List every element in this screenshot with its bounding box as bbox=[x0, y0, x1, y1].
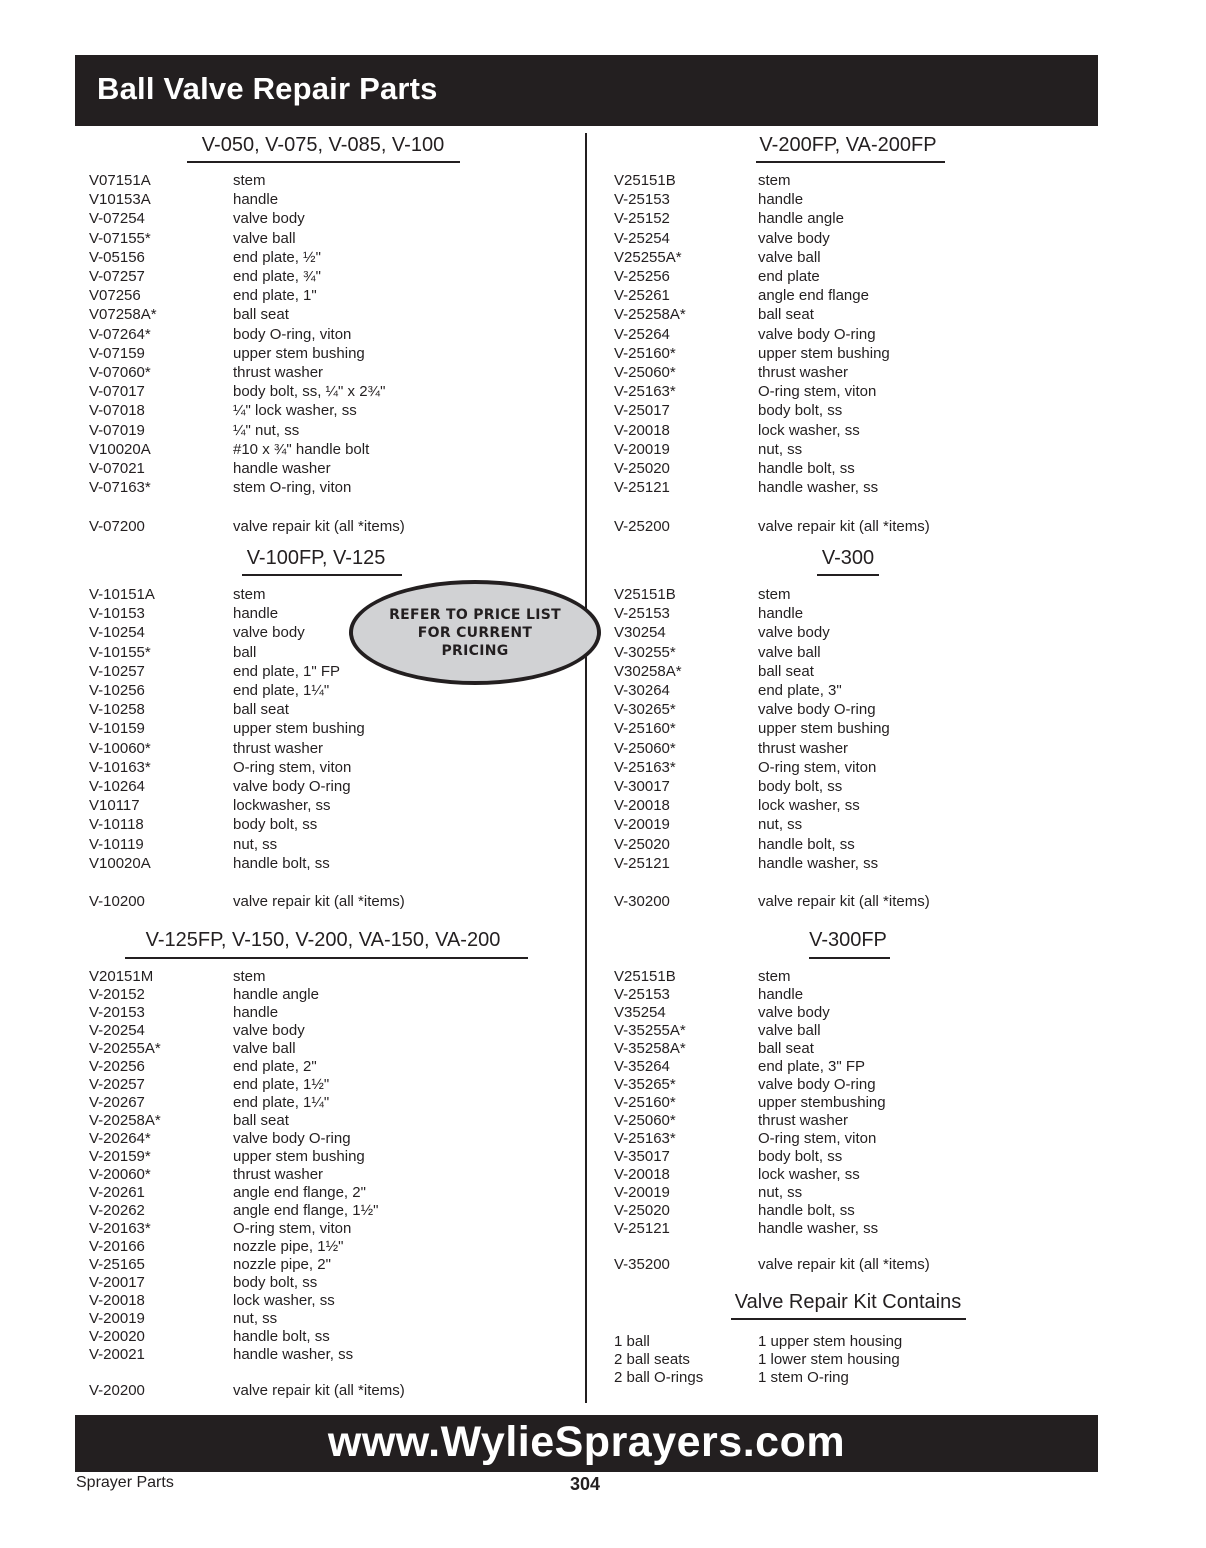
part-number: V-20019 bbox=[614, 1184, 670, 1201]
part-description: handle bbox=[758, 191, 804, 209]
part-number: V-35017 bbox=[614, 1148, 670, 1165]
part-description: valve ball bbox=[758, 643, 821, 661]
part-description: valve body bbox=[758, 624, 830, 642]
part-number: V-25121 bbox=[614, 854, 670, 872]
section-title-v-050-v-075-v-085-v-100: V-050, V-075, V-085, V-100 bbox=[201, 134, 445, 156]
part-number: V-07018 bbox=[89, 402, 145, 420]
part-number: V-20152 bbox=[89, 986, 145, 1003]
kit-part-number: V-35200 bbox=[614, 1256, 670, 1273]
part-description: #10 x ¾" handle bolt bbox=[233, 440, 370, 458]
part-description: handle bbox=[233, 191, 279, 209]
part-description: handle bolt, ss bbox=[233, 1328, 330, 1345]
website-url[interactable]: www.WylieSprayers.com bbox=[327, 1418, 846, 1466]
part-description: end plate bbox=[758, 268, 820, 285]
part-description: valve body bbox=[758, 1004, 830, 1021]
part-description: lockwasher, ss bbox=[233, 797, 331, 815]
part-description: upper stem bushing bbox=[233, 344, 365, 362]
part-description: handle bbox=[758, 605, 804, 623]
part-number: V-07254 bbox=[89, 210, 145, 228]
part-number: V-25060* bbox=[614, 364, 676, 381]
part-description: thrust washer bbox=[233, 739, 324, 757]
part-description: thrust washer bbox=[758, 739, 849, 757]
kit-item-right: 1 lower stem housing bbox=[758, 1351, 900, 1368]
part-number: V-25153 bbox=[614, 605, 670, 623]
part-description: valve body O-ring bbox=[758, 701, 876, 719]
part-description: lock washer, ss bbox=[758, 1166, 860, 1183]
section-title-v-300fp: V-300FP bbox=[809, 929, 887, 951]
part-number: V-25160* bbox=[614, 1094, 676, 1111]
part-description: handle bbox=[233, 605, 279, 623]
part-number: V-10119 bbox=[89, 835, 144, 853]
page-title: Ball Valve Repair Parts bbox=[97, 71, 438, 106]
part-number: V-20019 bbox=[89, 1310, 145, 1327]
kit-item-left: 1 ball bbox=[614, 1333, 650, 1350]
section-title-underline bbox=[809, 957, 890, 959]
part-number: V-20166 bbox=[89, 1238, 145, 1255]
part-description: ball seat bbox=[233, 306, 289, 324]
part-number: V30254 bbox=[614, 624, 666, 642]
part-description: handle bolt, ss bbox=[758, 1202, 855, 1219]
part-description: handle washer, ss bbox=[758, 854, 879, 872]
part-number: V-20163* bbox=[89, 1220, 151, 1237]
part-description: valve body O-ring bbox=[233, 778, 351, 795]
part-description: ¼" nut, ss bbox=[233, 421, 300, 439]
part-number: V-10155* bbox=[89, 643, 151, 661]
part-description: handle angle bbox=[233, 986, 319, 1003]
part-number: V-35265* bbox=[614, 1076, 676, 1093]
part-description: stem bbox=[233, 968, 266, 985]
part-number: V-20257 bbox=[89, 1076, 145, 1093]
part-number: V-10060* bbox=[89, 739, 151, 757]
part-description: O-ring stem, viton bbox=[233, 758, 352, 776]
kit-part-number: V-20200 bbox=[89, 1382, 145, 1399]
column-divider bbox=[585, 133, 587, 1403]
kit-description: valve repair kit (all *items) bbox=[233, 1382, 405, 1399]
part-description: handle bbox=[758, 986, 804, 1003]
part-number: V-10153 bbox=[89, 605, 145, 623]
part-number: V-25017 bbox=[614, 402, 670, 420]
price-notice-text: REFER TO PRICE LIST FOR CURRENT PRICING bbox=[389, 606, 561, 659]
part-number: V-07264* bbox=[89, 325, 151, 343]
part-number: V-30264 bbox=[614, 682, 670, 699]
part-description: valve body O-ring bbox=[758, 325, 876, 343]
price-notice-badge bbox=[349, 580, 601, 685]
part-number: V10020A bbox=[89, 440, 151, 458]
part-description: angle end flange, 2" bbox=[233, 1184, 366, 1201]
part-description: angle end flange bbox=[758, 287, 869, 305]
part-number: V-10264 bbox=[89, 778, 145, 795]
kit-part-number: V-30200 bbox=[614, 893, 670, 911]
part-number: V-25261 bbox=[614, 287, 670, 305]
part-number: V-35258A* bbox=[614, 1040, 686, 1057]
part-description: body bolt, ss bbox=[758, 1148, 843, 1165]
part-description: nut, ss bbox=[233, 835, 278, 853]
page-number: 304 bbox=[570, 1474, 601, 1494]
kit-description: valve repair kit (all *items) bbox=[758, 517, 930, 535]
part-number: V-07163* bbox=[89, 479, 151, 497]
kit-contents-title: Valve Repair Kit Contains bbox=[734, 1291, 962, 1313]
part-description: valve body O-ring bbox=[233, 1130, 351, 1147]
part-description: stem O-ring, viton bbox=[233, 479, 352, 497]
part-number: V-25258A* bbox=[614, 306, 686, 324]
part-number: V-20159* bbox=[89, 1148, 151, 1165]
part-number: V-20017 bbox=[89, 1274, 145, 1291]
part-number: V-20018 bbox=[614, 421, 670, 439]
kit-part-number: V-07200 bbox=[89, 517, 145, 535]
part-description: O-ring stem, viton bbox=[758, 758, 877, 776]
part-description: end plate, 1¼" bbox=[233, 682, 330, 699]
part-number: V-10159 bbox=[89, 720, 145, 738]
part-description: upper stem bushing bbox=[233, 720, 365, 738]
part-description: upper stem bushing bbox=[758, 720, 890, 738]
part-number: V-20020 bbox=[89, 1328, 145, 1345]
part-number: V-05156 bbox=[89, 248, 145, 266]
part-description: nozzle pipe, 2" bbox=[233, 1256, 331, 1273]
part-description: ¼" lock washer, ss bbox=[233, 402, 357, 420]
part-number: V10153A bbox=[89, 191, 151, 209]
part-description: O-ring stem, viton bbox=[758, 383, 877, 401]
part-description: O-ring stem, viton bbox=[758, 1130, 877, 1147]
section-title-v-100fp-v-125: V-100FP, V-125 bbox=[246, 547, 386, 569]
part-number: V-25152 bbox=[614, 210, 670, 228]
section-title-v-300: V-300 bbox=[821, 547, 875, 569]
part-description: body O-ring, viton bbox=[233, 325, 352, 343]
part-number: V-25165 bbox=[89, 1256, 145, 1273]
part-number: V10020A bbox=[89, 854, 151, 872]
section-title-v-125fp-v-150-v-200-va-150-va-200: V-125FP, V-150, V-200, VA-150, VA-200 bbox=[145, 929, 501, 951]
part-number: V35254 bbox=[614, 1004, 666, 1021]
part-number: V20151M bbox=[89, 968, 154, 985]
part-number: V-25160* bbox=[614, 344, 676, 362]
part-description: ball bbox=[233, 643, 257, 661]
part-number: V-25153 bbox=[614, 191, 670, 209]
kit-item-left: 2 ball seats bbox=[614, 1351, 690, 1368]
part-description: angle end flange, 1½" bbox=[233, 1202, 379, 1219]
part-number: V07151A bbox=[89, 172, 151, 189]
part-number: V-25153 bbox=[614, 986, 670, 1003]
part-description: handle bolt, ss bbox=[233, 854, 330, 872]
part-description: O-ring stem, viton bbox=[233, 1220, 352, 1237]
part-number: V-20261 bbox=[89, 1184, 145, 1201]
part-number: V-20258A* bbox=[89, 1112, 161, 1129]
page-header-bar bbox=[75, 55, 1098, 126]
part-description: handle washer, ss bbox=[758, 1220, 879, 1237]
part-description: nut, ss bbox=[233, 1310, 278, 1327]
part-number: V-10118 bbox=[89, 816, 144, 834]
part-description: nut, ss bbox=[758, 1184, 803, 1201]
part-number: V-20267 bbox=[89, 1094, 145, 1111]
part-number: V-10254 bbox=[89, 624, 145, 642]
part-description: valve body bbox=[233, 624, 305, 642]
part-description: thrust washer bbox=[758, 364, 849, 381]
part-description: end plate, 1" FP bbox=[233, 662, 341, 680]
part-description: handle bolt, ss bbox=[758, 835, 855, 853]
section-title-underline bbox=[187, 161, 460, 163]
part-number: V25255A* bbox=[614, 248, 682, 266]
part-description: ball seat bbox=[758, 1040, 814, 1057]
part-number: V-30017 bbox=[614, 778, 670, 795]
kit-part-number: V-10200 bbox=[89, 893, 145, 911]
part-number: V-25163* bbox=[614, 758, 676, 776]
part-number: V25151B bbox=[614, 172, 676, 189]
part-description: stem bbox=[758, 586, 791, 603]
part-description: upper stembushing bbox=[758, 1094, 886, 1111]
part-number: V-07019 bbox=[89, 421, 145, 439]
part-number: V-20262 bbox=[89, 1202, 145, 1219]
part-number: V07256 bbox=[89, 287, 141, 305]
part-description: handle bolt, ss bbox=[758, 460, 855, 477]
kit-part-number: V-25200 bbox=[614, 517, 670, 535]
part-description: nozzle pipe, 1½" bbox=[233, 1238, 344, 1255]
part-number: V30258A* bbox=[614, 662, 682, 680]
part-description: stem bbox=[233, 172, 266, 189]
part-description: thrust washer bbox=[233, 1166, 324, 1183]
part-description: end plate, 3" bbox=[758, 682, 842, 699]
part-description: valve body bbox=[233, 210, 305, 228]
part-number: V-25020 bbox=[614, 835, 670, 853]
part-number: V-20018 bbox=[89, 1292, 145, 1309]
part-number: V-30265* bbox=[614, 701, 676, 719]
part-description: body bolt, ss, ¼" x 2¾" bbox=[233, 383, 386, 401]
section-title-underline bbox=[817, 574, 879, 576]
part-number: V-10257 bbox=[89, 662, 145, 680]
part-number: V-25163* bbox=[614, 1130, 676, 1147]
part-number: V-20021 bbox=[89, 1346, 145, 1363]
part-description: upper stem bushing bbox=[758, 344, 890, 362]
part-description: lock washer, ss bbox=[758, 421, 860, 439]
part-description: end plate, 1½" bbox=[233, 1076, 330, 1093]
kit-description: valve repair kit (all *items) bbox=[233, 893, 405, 911]
section-title-underline bbox=[125, 957, 528, 959]
part-number: V-20255A* bbox=[89, 1040, 161, 1057]
part-description: ball seat bbox=[758, 662, 814, 680]
part-description: body bolt, ss bbox=[233, 1274, 318, 1291]
kit-description: valve repair kit (all *items) bbox=[758, 1256, 930, 1273]
part-description: ball seat bbox=[233, 1112, 289, 1129]
part-number: V-25264 bbox=[614, 325, 670, 343]
footer-category: Sprayer Parts bbox=[76, 1474, 174, 1491]
kit-item-right: 1 stem O-ring bbox=[758, 1369, 849, 1386]
part-description: end plate, 3" FP bbox=[758, 1058, 866, 1075]
part-description: thrust washer bbox=[233, 364, 324, 381]
part-number: V-25163* bbox=[614, 383, 676, 401]
part-number: V-25020 bbox=[614, 1202, 670, 1219]
part-description: upper stem bushing bbox=[233, 1148, 365, 1165]
part-description: lock washer, ss bbox=[233, 1292, 335, 1309]
kit-item-right: 1 upper stem housing bbox=[758, 1333, 903, 1350]
part-number: V-20018 bbox=[614, 797, 670, 815]
part-number: V-07159 bbox=[89, 344, 145, 362]
part-description: nut, ss bbox=[758, 816, 803, 834]
footer-bar bbox=[75, 1415, 1098, 1472]
part-number: V-20254 bbox=[89, 1022, 145, 1039]
part-description: lock washer, ss bbox=[758, 797, 860, 815]
part-description: end plate, 2" bbox=[233, 1058, 317, 1075]
part-number: V25151B bbox=[614, 586, 676, 603]
part-number: V-35264 bbox=[614, 1058, 670, 1075]
part-number: V-20153 bbox=[89, 1004, 145, 1021]
part-description: valve ball bbox=[233, 229, 296, 247]
part-number: V-25060* bbox=[614, 739, 676, 757]
part-number: V-10163* bbox=[89, 758, 151, 776]
part-number: V-20018 bbox=[614, 1166, 670, 1183]
part-number: V-35255A* bbox=[614, 1022, 686, 1039]
part-number: V25151B bbox=[614, 968, 676, 985]
part-number: V-25121 bbox=[614, 1220, 670, 1237]
part-number: V-10258 bbox=[89, 701, 145, 719]
part-number: V-25160* bbox=[614, 720, 676, 738]
part-number: V07258A* bbox=[89, 306, 157, 324]
part-description: valve ball bbox=[758, 248, 821, 266]
part-number: V-25256 bbox=[614, 268, 670, 285]
kit-description: valve repair kit (all *items) bbox=[758, 893, 930, 911]
part-description: handle washer bbox=[233, 460, 331, 477]
kit-item-left: 2 ball O-rings bbox=[614, 1369, 704, 1386]
part-number: V-25060* bbox=[614, 1112, 676, 1129]
part-number: V10117 bbox=[89, 797, 140, 815]
part-number: V-20060* bbox=[89, 1166, 151, 1183]
part-number: V-20019 bbox=[614, 816, 670, 834]
part-number: V-20019 bbox=[614, 440, 670, 458]
part-number: V-20264* bbox=[89, 1130, 151, 1147]
part-number: V-25121 bbox=[614, 479, 670, 497]
kit-contents-underline bbox=[731, 1318, 966, 1320]
part-description: stem bbox=[233, 586, 266, 603]
part-description: valve body bbox=[758, 229, 830, 247]
part-number: V-07060* bbox=[89, 364, 151, 381]
part-number: V-20256 bbox=[89, 1058, 145, 1075]
part-description: body bolt, ss bbox=[233, 816, 318, 834]
part-description: end plate, ¾" bbox=[233, 268, 321, 285]
part-description: handle angle bbox=[758, 210, 844, 228]
part-description: ball seat bbox=[758, 306, 814, 324]
part-number: V-10151A bbox=[89, 586, 155, 603]
part-number: V-07155* bbox=[89, 229, 151, 247]
part-description: body bolt, ss bbox=[758, 778, 843, 795]
part-description: valve ball bbox=[758, 1022, 821, 1039]
part-description: ball seat bbox=[233, 701, 289, 719]
part-description: handle bbox=[233, 1004, 279, 1021]
part-description: body bolt, ss bbox=[758, 402, 843, 420]
part-description: stem bbox=[758, 172, 791, 189]
part-description: handle washer, ss bbox=[233, 1346, 354, 1363]
part-description: thrust washer bbox=[758, 1112, 849, 1129]
part-description: stem bbox=[758, 968, 791, 985]
part-description: handle washer, ss bbox=[758, 479, 879, 497]
section-title-v-200fp-va-200fp: V-200FP, VA-200FP bbox=[759, 134, 937, 156]
part-description: valve ball bbox=[233, 1040, 296, 1057]
part-description: end plate, ½" bbox=[233, 248, 321, 266]
kit-description: valve repair kit (all *items) bbox=[233, 517, 405, 535]
part-description: valve body bbox=[233, 1022, 305, 1039]
section-title-underline bbox=[756, 161, 945, 163]
part-number: V-07017 bbox=[89, 383, 145, 401]
part-description: end plate, 1¼" bbox=[233, 1094, 330, 1111]
section-title-underline bbox=[242, 574, 402, 576]
part-description: valve body O-ring bbox=[758, 1076, 876, 1093]
part-number: V-25020 bbox=[614, 460, 670, 477]
part-description: end plate, 1" bbox=[233, 287, 317, 305]
part-number: V-07021 bbox=[89, 460, 145, 477]
part-number: V-25254 bbox=[614, 229, 670, 247]
part-number: V-10256 bbox=[89, 682, 145, 699]
part-description: nut, ss bbox=[758, 440, 803, 458]
part-number: V-30255* bbox=[614, 643, 676, 661]
part-number: V-07257 bbox=[89, 268, 145, 285]
